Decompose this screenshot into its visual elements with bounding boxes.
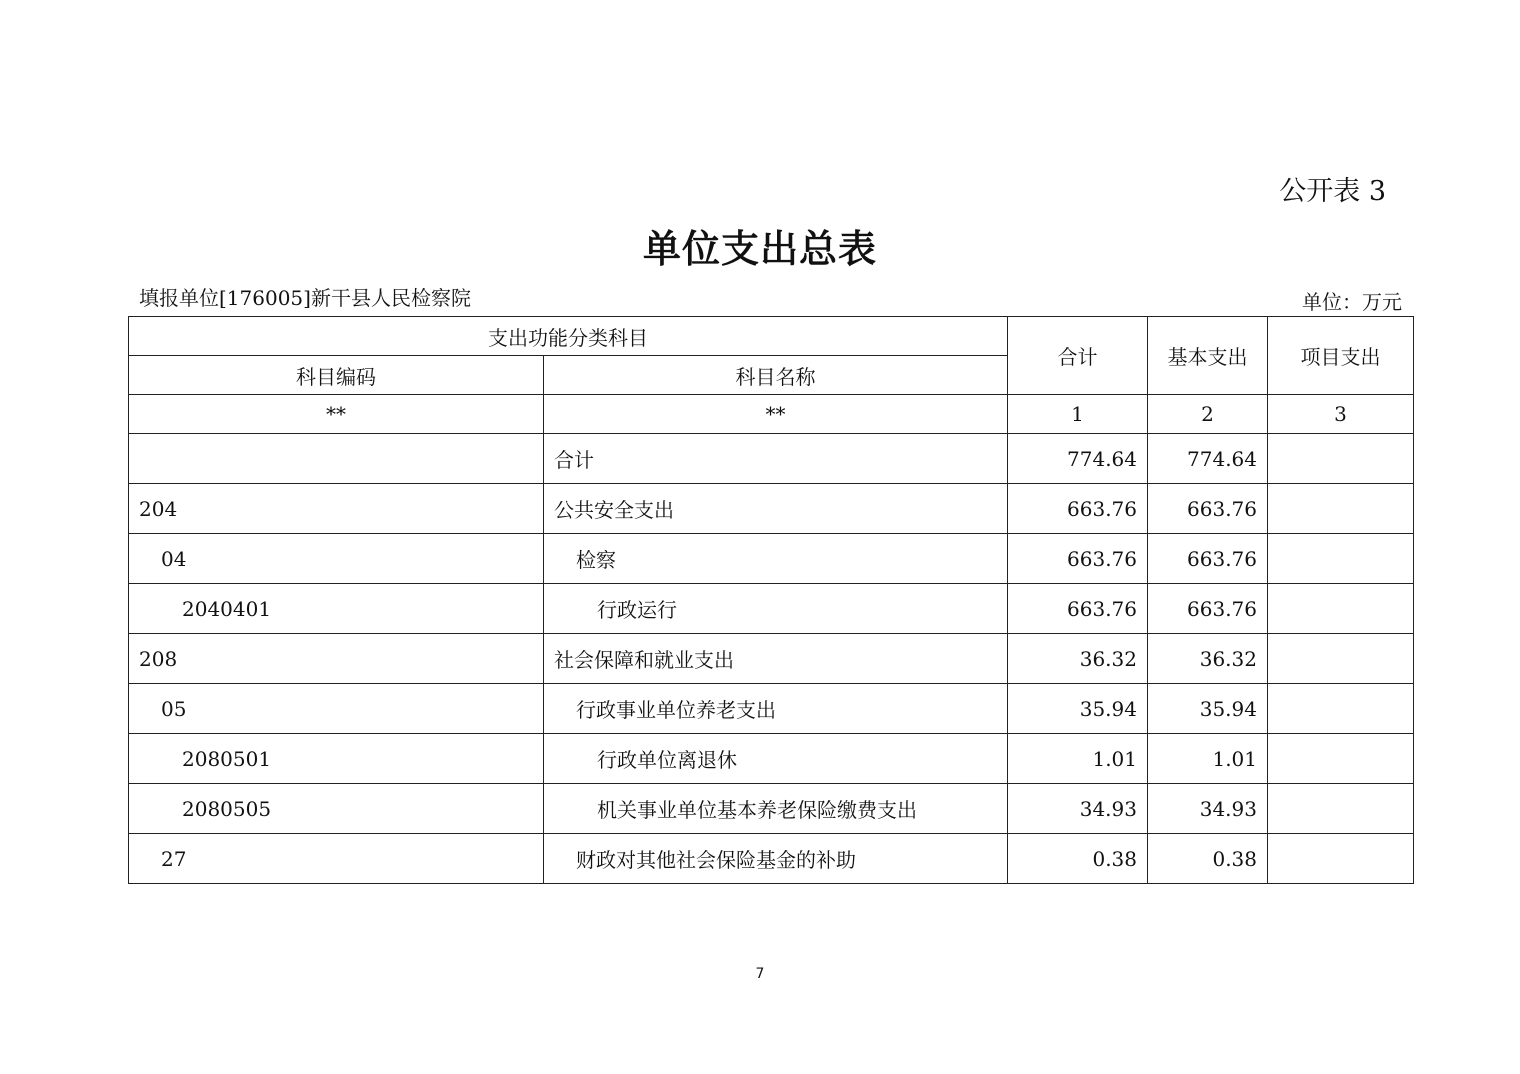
cell-subject-name: 财政对其他社会保险基金的补助 bbox=[544, 834, 1008, 884]
cell-basic-expense: 36.32 bbox=[1148, 634, 1268, 684]
cell-total: 663.76 bbox=[1008, 584, 1148, 634]
cell-total: 663.76 bbox=[1008, 534, 1148, 584]
cell-subject-name: 公共安全支出 bbox=[544, 484, 1008, 534]
cell-project-expense bbox=[1268, 734, 1414, 784]
table-row bbox=[129, 684, 1414, 734]
cell-subject-code: 2080501 bbox=[129, 734, 544, 784]
cell-subject-name: 机关事业单位基本养老保险缴费支出 bbox=[544, 784, 1008, 834]
cell-project-expense bbox=[1268, 434, 1414, 484]
table-row bbox=[129, 834, 1414, 884]
cell-subject-name: 行政单位离退休 bbox=[544, 734, 1008, 784]
cell-total: 36.32 bbox=[1008, 634, 1148, 684]
cell-subject-code: 208 bbox=[129, 634, 544, 684]
cell-basic-expense: 35.94 bbox=[1148, 684, 1268, 734]
cell-subject-code: 2040401 bbox=[129, 584, 544, 634]
cell-project-expense bbox=[1268, 584, 1414, 634]
page-number: 7 bbox=[755, 966, 765, 982]
table-row bbox=[129, 634, 1414, 684]
cell-subject-name: 行政运行 bbox=[544, 584, 1008, 634]
cell-project-expense bbox=[1268, 534, 1414, 584]
cell-subject-name: 行政事业单位养老支出 bbox=[544, 684, 1008, 734]
cell-subject-code: 204 bbox=[129, 484, 544, 534]
cell-subject-code: 04 bbox=[129, 534, 544, 584]
table-row bbox=[129, 734, 1414, 784]
cell-project-expense bbox=[1268, 684, 1414, 734]
cell-project-expense bbox=[1268, 634, 1414, 684]
header-function-category: 支出功能分类科目 bbox=[129, 317, 1008, 356]
cell-total: 35.94 bbox=[1008, 684, 1148, 734]
table-row bbox=[129, 434, 1414, 484]
table-row bbox=[129, 484, 1414, 534]
table-number: 公开表 3 bbox=[1279, 176, 1386, 207]
cell-basic-expense: 34.93 bbox=[1148, 784, 1268, 834]
index-project: 3 bbox=[1268, 395, 1414, 434]
table-row bbox=[129, 584, 1414, 634]
cell-basic-expense: 663.76 bbox=[1148, 484, 1268, 534]
document-title: 单位支出总表 bbox=[642, 226, 877, 271]
table-body bbox=[129, 434, 1414, 884]
header-total: 合计 bbox=[1008, 317, 1148, 395]
cell-subject-code: 27 bbox=[129, 834, 544, 884]
cell-subject-name: 检察 bbox=[544, 534, 1008, 584]
cell-project-expense bbox=[1268, 834, 1414, 884]
cell-subject-code bbox=[129, 434, 544, 484]
cell-project-expense bbox=[1268, 484, 1414, 534]
cell-total: 0.38 bbox=[1008, 834, 1148, 884]
index-basic: 2 bbox=[1148, 395, 1268, 434]
header-project-expense: 项目支出 bbox=[1268, 317, 1414, 395]
cell-total: 774.64 bbox=[1008, 434, 1148, 484]
table-header bbox=[129, 317, 1414, 434]
index-total: 1 bbox=[1008, 395, 1148, 434]
cell-project-expense bbox=[1268, 784, 1414, 834]
cell-basic-expense: 0.38 bbox=[1148, 834, 1268, 884]
cell-total: 663.76 bbox=[1008, 484, 1148, 534]
table-row bbox=[129, 534, 1414, 584]
header-subject-name: 科目名称 bbox=[544, 356, 1008, 395]
cell-basic-expense: 774.64 bbox=[1148, 434, 1268, 484]
unit-label: 单位：万元 bbox=[1302, 290, 1402, 314]
index-name: ** bbox=[544, 395, 1008, 434]
cell-basic-expense: 663.76 bbox=[1148, 584, 1268, 634]
header-basic-expense: 基本支出 bbox=[1148, 317, 1268, 395]
table-row bbox=[129, 784, 1414, 834]
expense-table bbox=[128, 316, 1414, 884]
cell-basic-expense: 1.01 bbox=[1148, 734, 1268, 784]
cell-subject-code: 05 bbox=[129, 684, 544, 734]
cell-total: 1.01 bbox=[1008, 734, 1148, 784]
filling-unit: 填报单位[176005]新干县人民检察院 bbox=[139, 286, 471, 310]
cell-subject-name: 社会保障和就业支出 bbox=[544, 634, 1008, 684]
cell-subject-name: 合计 bbox=[544, 434, 1008, 484]
cell-subject-code: 2080505 bbox=[129, 784, 544, 834]
header-subject-code: 科目编码 bbox=[129, 356, 544, 395]
cell-basic-expense: 663.76 bbox=[1148, 534, 1268, 584]
index-code: ** bbox=[129, 395, 544, 434]
cell-total: 34.93 bbox=[1008, 784, 1148, 834]
